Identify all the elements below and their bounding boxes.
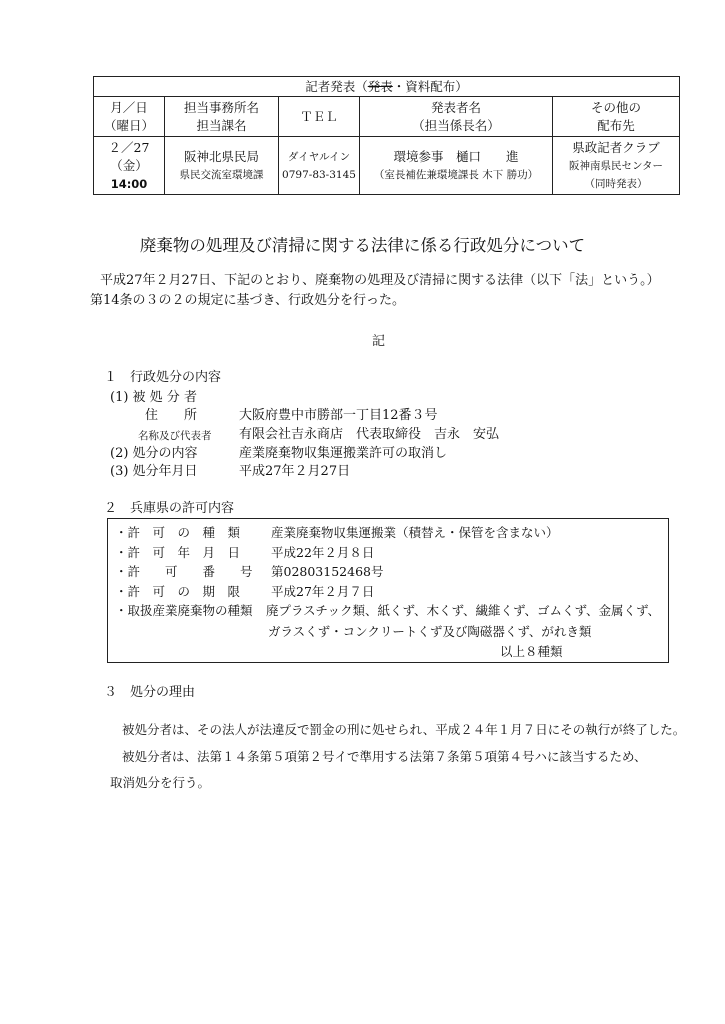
tel-cell: ダイヤルイン 0797-83-3145 bbox=[279, 137, 360, 195]
permit-type-value: 産業廃棄物収集運搬業（積替え・保管を含まない） bbox=[271, 525, 559, 540]
s1-name-value: 有限会社吉永商店 代表取締役 吉永 安弘 bbox=[239, 427, 500, 442]
press-release-table bbox=[93, 76, 680, 195]
permit-box bbox=[107, 518, 669, 663]
struck-text: 発表 bbox=[367, 78, 393, 94]
s1-item-2-label: (2) 処分の内容 bbox=[110, 446, 198, 461]
section-1-heading: １ 行政処分の内容 bbox=[104, 370, 222, 385]
press-header: 記者発表（発表・資料配布） bbox=[94, 77, 680, 97]
document-title: 廃棄物の処理及び清掃に関する法律に係る行政処分について bbox=[139, 236, 586, 255]
intro-line-2: 第14条の３の２の規定に基づき、行政処分を行った。 bbox=[90, 293, 406, 308]
s1-item-1-label: (1) 被 処 分 者 bbox=[110, 390, 197, 405]
other-cell: 県政記者クラブ 阪神南県民センター （同時発表） bbox=[553, 137, 680, 195]
waste-types-total: 以上８種類 bbox=[500, 644, 563, 659]
waste-types-line-2: ガラスくず・コンクリートくず及び陶磁器くず、がれき類 bbox=[268, 624, 592, 639]
ki-mark: 記 bbox=[372, 334, 386, 349]
section-3-heading: ３ 処分の理由 bbox=[104, 685, 196, 700]
s1-item-3-value: 平成27年２月27日 bbox=[239, 464, 351, 479]
s1-item-2-value: 産業廃棄物収集運搬業許可の取消し bbox=[239, 446, 448, 461]
reason-line-3: 取消処分を行う。 bbox=[110, 775, 211, 790]
presenter-cell: 環境参事 樋口 進 （室長補佐兼環境課長 木下 勝功） bbox=[360, 137, 553, 195]
s1-item-3-label: (3) 処分年月日 bbox=[110, 464, 198, 479]
date-cell: ２／27 （金） 14:00 bbox=[94, 137, 165, 195]
col-tel-header: ＴＥＬ bbox=[279, 97, 360, 137]
permit-date-label: ・許 可 年 月 日 bbox=[115, 545, 241, 560]
permit-date-value: 平成22年２月８日 bbox=[271, 545, 375, 560]
permit-number-value: 第02803152468号 bbox=[271, 564, 384, 579]
reason-line-2: 被処分者は、法第１４条第５項第２号イで準用する法第７条第５項第４号ハに該当するため、 bbox=[122, 749, 647, 764]
col-office-header: 担当事務所名 担当課名 bbox=[165, 97, 279, 137]
reason-line-1: 被処分者は、その法人が法違反で罰金の刑に処せられ、平成２４年１月７日にその執行が終了した。 bbox=[122, 722, 686, 737]
col-other-header: その他の 配布先 bbox=[553, 97, 680, 137]
permit-type-label: ・許 可 の 種 類 bbox=[115, 525, 241, 540]
intro-line-1: 平成27年２月27日、下記のとおり、廃棄物の処理及び清掃に関する法律（以下「法」という。） bbox=[100, 273, 660, 288]
waste-types-label: ・取扱産業廃棄物の種類 bbox=[115, 603, 253, 618]
permit-term-value: 平成27年２月７日 bbox=[271, 584, 375, 599]
col-date-header: 月／日 （曜日） bbox=[94, 97, 165, 137]
s1-address-value: 大阪府豊中市勝部一丁目12番３号 bbox=[239, 408, 438, 423]
waste-types-line-1: 廃プラスチック類、紙くず、木くず、繊維くず、ゴムくず、金属くず、 bbox=[266, 603, 661, 618]
permit-term-label: ・許 可 の 期 限 bbox=[115, 584, 241, 599]
s1-address-label: 住 所 bbox=[145, 408, 198, 423]
permit-number-label: ・許 可 番 号 bbox=[115, 564, 253, 579]
section-2-heading: ２ 兵庫県の許可内容 bbox=[104, 501, 235, 516]
s1-name-label: 名称及び代表者 bbox=[138, 430, 212, 442]
office-cell: 阪神北県民局 県民交流室環境課 bbox=[165, 137, 279, 195]
col-presenter-header: 発表者名 （担当係長名） bbox=[360, 97, 553, 137]
